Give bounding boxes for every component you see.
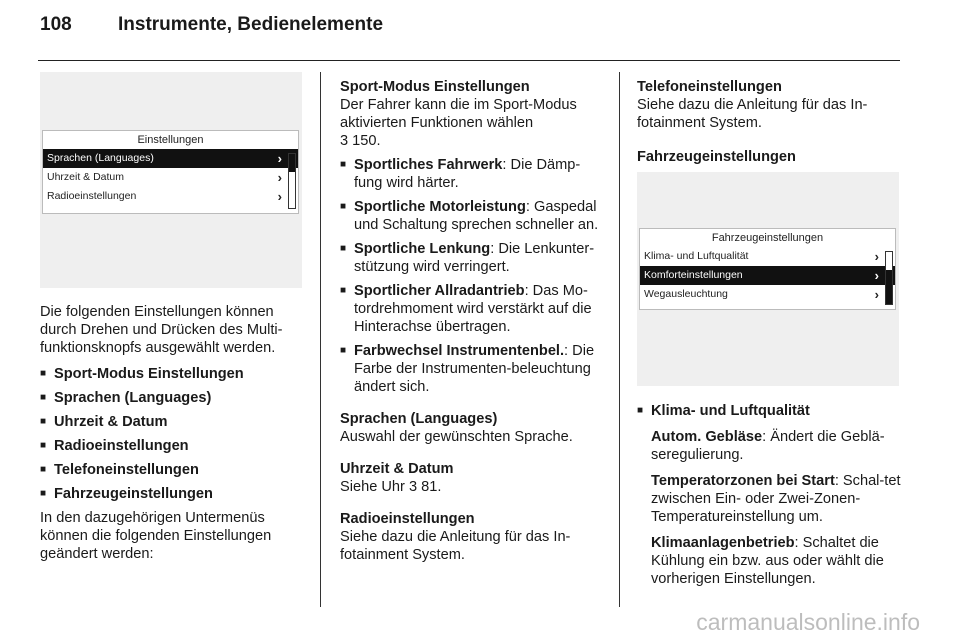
item-desc: : Ändert die Geblä-seregulierung.	[651, 429, 885, 463]
column-3-lower	[637, 402, 905, 596]
section-heading: Sport-Modus Einstellungen	[340, 79, 530, 95]
display-image-fahrzeugeinstellungen	[637, 172, 899, 386]
chevron-right-icon: ›	[874, 287, 879, 302]
page-number: 108	[40, 14, 72, 35]
section-text: Siehe dazu die Anleitung für das In-fotainment System.	[637, 97, 868, 131]
section-heading: Sprachen (Languages)	[340, 411, 498, 427]
outro-text: In den dazugehörigen Untermenüs können die folgenden Einstellungen geändert werden:	[40, 510, 272, 562]
item-desc: : Die Lenkunter-stützung wird verringert.	[354, 241, 595, 275]
menu-row	[43, 168, 298, 187]
list-item	[340, 198, 608, 234]
item-term: Sportliches Fahrwerk	[354, 157, 503, 173]
list-item: ■ Radioeinstellungen	[40, 437, 312, 455]
menu-row-label: Wegausleuchtung	[644, 288, 728, 300]
list-item: ■ Uhrzeit & Datum	[40, 413, 312, 431]
section-heading: Uhrzeit & Datum	[340, 461, 454, 477]
item-term: Temperatorzonen bei Start	[651, 473, 835, 489]
section-text: Siehe dazu die Anleitung für das In-fotainment System.	[340, 529, 571, 563]
display-image-einstellungen	[40, 72, 302, 288]
scrollbar	[885, 251, 893, 305]
column-divider	[320, 72, 321, 607]
list-item: ■ Fahrzeugeinstellungen	[40, 485, 312, 503]
section-text: Der Fahrer kann die im Sport-Modus aktivierten Funktionen wählen	[340, 97, 577, 131]
scrollbar-thumb	[886, 270, 892, 304]
menu-row	[43, 149, 298, 168]
column-1	[40, 303, 312, 573]
sub-entry	[637, 534, 905, 588]
vehicle-menu-panel	[639, 228, 896, 310]
column-2	[340, 78, 608, 574]
list-item: ■ Sprachen (Languages)	[40, 389, 312, 407]
column-3	[637, 78, 905, 166]
item-desc: : Die Farbe der Instrumenten-beleuchtung ändert sich.	[354, 343, 595, 395]
intro-text: Die folgenden Einstellungen können durch Drehen und Drücken des Multi-funktionsknopfs ausgewählt werden.	[40, 304, 283, 356]
chevron-right-icon: ›	[874, 268, 879, 283]
menu-row-label: Komforteinstellungen	[644, 269, 743, 281]
header-rule	[38, 60, 900, 61]
section-heading: Fahrzeugeinstellungen	[637, 149, 796, 165]
menu-title: Einstellungen	[137, 134, 204, 146]
column-divider	[619, 72, 620, 607]
item-desc: : Das Mo-tordrehmoment wird verstärkt auf die Hinterachse übertragen.	[354, 283, 592, 335]
item-term: Autom. Gebläse	[651, 429, 763, 445]
page-reference: 3 150.	[340, 133, 381, 149]
list-item	[340, 342, 608, 396]
item-term: Sportliche Lenkung	[354, 241, 491, 257]
menu-row	[640, 285, 895, 304]
menu-row	[640, 266, 895, 285]
menu-row-label: Uhrzeit & Datum	[47, 171, 125, 183]
list-item	[340, 156, 608, 192]
item-term: Sportlicher Allradantrieb	[354, 283, 525, 299]
item-term: Sportliche Motorleistung	[354, 199, 526, 215]
list-item: ■ Sport-Modus Einstellungen	[40, 365, 312, 383]
section-text: Auswahl der gewünschten Sprache.	[340, 429, 573, 445]
page-title: Instrumente, Bedienelemente	[118, 14, 384, 35]
page-header	[40, 14, 383, 36]
chevron-right-icon: ›	[874, 249, 879, 264]
menu-row-label: Sprachen (Languages)	[47, 152, 154, 164]
list-item: ■ Telefoneinstellungen	[40, 461, 312, 479]
item-term: Klimaanlagenbetrieb	[651, 535, 795, 551]
chevron-right-icon: ›	[277, 189, 282, 204]
item-term: Farbwechsel Instrumentenbel.	[354, 343, 565, 359]
sub-entry	[637, 472, 905, 526]
menu-title: Fahrzeugeinstellungen	[711, 232, 824, 244]
menu-row	[640, 247, 895, 266]
watermark: carmanualsonline.info	[696, 609, 920, 635]
item-desc: : Die Dämp-fung wird härter.	[354, 157, 581, 191]
scrollbar	[288, 153, 296, 209]
scrollbar-thumb	[289, 154, 295, 172]
menu-row	[43, 187, 298, 206]
menu-row-label: Radioeinstellungen	[47, 190, 137, 202]
settings-menu-panel	[42, 130, 299, 214]
list-item	[340, 282, 608, 336]
item-desc: : Schal-tet zwischen Ein- oder Zwei-Zonen-Temperatureinstellung um.	[651, 473, 901, 525]
chevron-right-icon: ›	[277, 151, 282, 166]
chevron-right-icon: ›	[277, 170, 282, 185]
list-item: ■ Klima- und Luftqualität	[637, 402, 905, 420]
section-text: Siehe Uhr 3 81.	[340, 479, 442, 495]
menu-row-label: Klima- und Luftqualität	[644, 250, 749, 262]
sub-entry	[637, 428, 905, 464]
item-desc: : Gaspedal und Schaltung sprechen schneller an.	[354, 199, 599, 233]
section-heading: Radioeinstellungen	[340, 511, 475, 527]
item-desc: : Schaltet die Kühlung ein bzw. aus oder wählt die vorherigen Einstellungen.	[651, 535, 884, 587]
section-heading: Telefoneinstellungen	[637, 79, 782, 95]
list-item	[340, 240, 608, 276]
